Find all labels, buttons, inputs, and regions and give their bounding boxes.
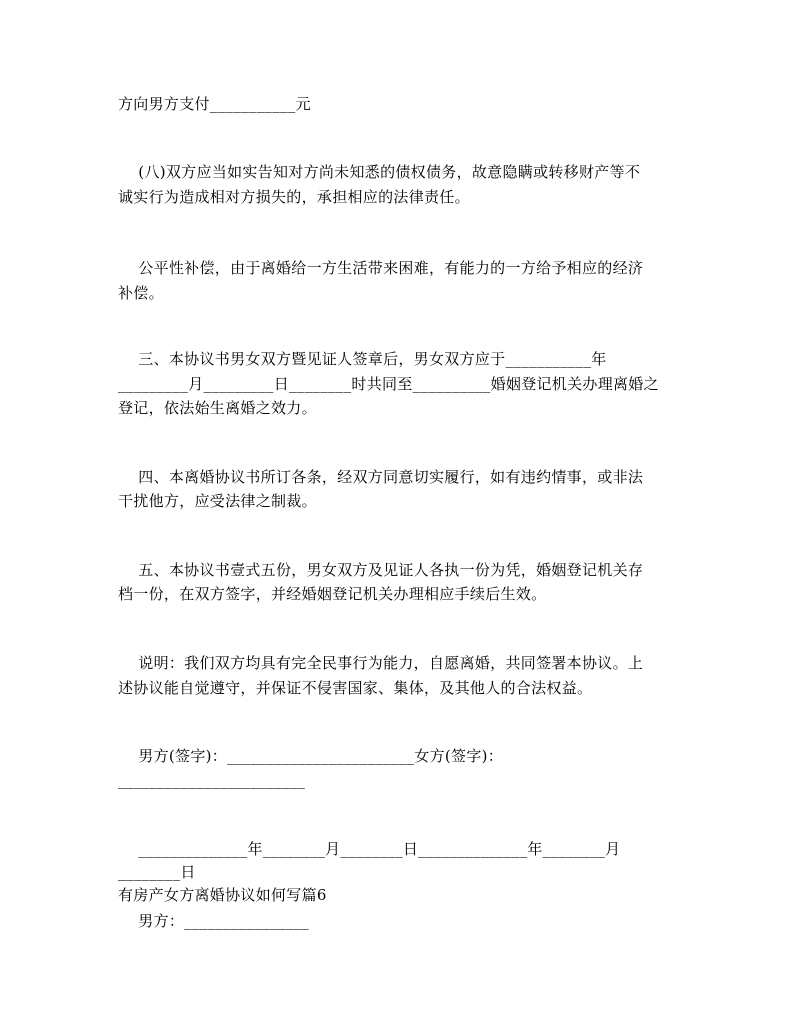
text-line: 四、本离婚协议书所订各条，经双方同意切实履行，如有违约情事，或非法 <box>118 468 644 486</box>
text-line: 说明：我们双方均具有完全民事行为能力，自愿离婚，共同签署本协议。上 <box>118 654 644 672</box>
text-line: 诚实行为造成相对方损失的，承担相应的法律责任。 <box>118 188 470 206</box>
section-title: 有房产女方离婚协议如何写篇6 <box>118 886 327 904</box>
date-line: ________日 <box>118 863 196 881</box>
text-line: 档一份，在双方签字，并经婚姻登记机关办理相应手续后生效。 <box>118 585 547 603</box>
signature-line: 男方(签字)：________________________女方(签字)： <box>118 747 504 765</box>
signature-line: 男方：________________ <box>118 912 309 930</box>
text-line: 公平性补偿，由于离婚给一方生活带来困难，有能力的一方给予相应的经济 <box>118 259 644 277</box>
text-line: 三、本协议书男女双方暨见证人签章后，男女双方应于___________年 <box>118 350 607 368</box>
text-line: _________月_________日________时共同至__________婚姻登记机关办理离婚之 <box>118 375 659 393</box>
text-line: 五、本协议书壹式五份，男女双方及见证人各执一份为凭，婚姻登记机关存 <box>118 561 644 579</box>
text-line: 方向男方支付___________元 <box>118 95 311 113</box>
date-line: ______________年________月________日______________年________月 <box>118 840 621 858</box>
text-line: (八)双方应当如实告知对方尚未知悉的债权债务，故意隐瞒或转移财产等不 <box>118 163 641 181</box>
text-line: 述协议能自觉遵守，并保证不侵害国家、集体，及其他人的合法权益。 <box>118 679 593 697</box>
signature-line: ________________________ <box>118 771 306 789</box>
text-line: 干扰他方，应受法律之制裁。 <box>118 492 317 510</box>
text-line: 补偿。 <box>118 284 164 302</box>
text-line: 登记，依法始生离婚之效力。 <box>118 399 317 417</box>
